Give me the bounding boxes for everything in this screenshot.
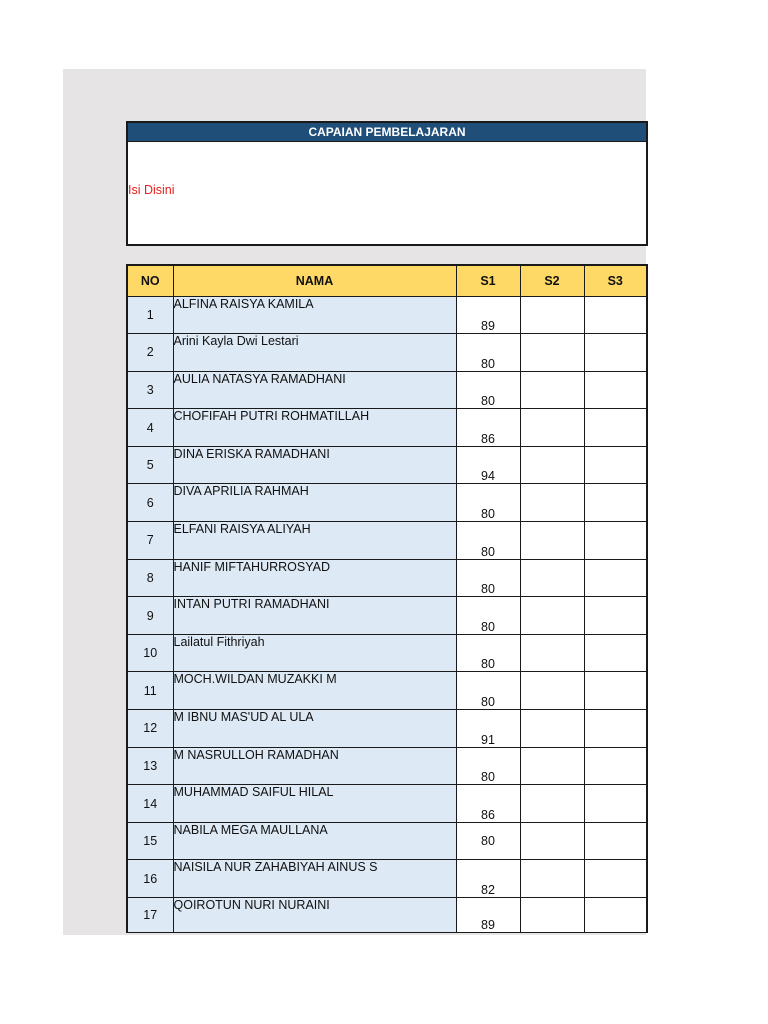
table-row: [127, 672, 647, 710]
cell-s1[interactable]: 80: [456, 371, 520, 409]
cell-no[interactable]: 4: [127, 409, 173, 447]
cell-s3[interactable]: [584, 785, 647, 823]
cell-s3[interactable]: [584, 559, 647, 597]
cell-nama[interactable]: DIVA APRILIA RAHMAH: [173, 484, 456, 522]
cell-nama[interactable]: CHOFIFAH PUTRI ROHMATILLAH: [173, 409, 456, 447]
cell-nama[interactable]: MOCH.WILDAN MUZAKKI M: [173, 672, 456, 710]
table-row: [127, 371, 647, 409]
cell-s2[interactable]: [520, 785, 584, 823]
cell-s1[interactable]: 89: [456, 296, 520, 334]
cell-nama[interactable]: AULIA NATASYA RAMADHANI: [173, 371, 456, 409]
cell-s3[interactable]: [584, 710, 647, 748]
cell-s2[interactable]: [520, 484, 584, 522]
cell-nama[interactable]: M IBNU MAS'UD AL ULA: [173, 710, 456, 748]
cell-s1[interactable]: 80: [456, 484, 520, 522]
header-nama: NAMA: [173, 265, 456, 296]
cell-s2[interactable]: [520, 296, 584, 334]
cell-s3[interactable]: [584, 296, 647, 334]
cell-nama[interactable]: NABILA MEGA MAULLANA: [173, 822, 456, 860]
cell-s1[interactable]: 80: [456, 634, 520, 672]
cell-s1[interactable]: 89: [456, 898, 520, 933]
capaian-placeholder-text: Isi Disini: [128, 183, 175, 197]
cell-no[interactable]: 16: [127, 860, 173, 898]
table-row: [127, 334, 647, 372]
cell-no[interactable]: 13: [127, 747, 173, 785]
capaian-content-cell[interactable]: [128, 142, 646, 245]
cell-s3[interactable]: [584, 597, 647, 635]
capaian-title: CAPAIAN PEMBELAJARAN: [128, 123, 646, 142]
cell-s3[interactable]: [584, 522, 647, 560]
table-row: [127, 747, 647, 785]
header-s3: S3: [584, 265, 647, 296]
cell-s1[interactable]: 86: [456, 409, 520, 447]
cell-s3[interactable]: [584, 371, 647, 409]
table-row: [127, 710, 647, 748]
cell-s3[interactable]: [584, 446, 647, 484]
cell-no[interactable]: 5: [127, 446, 173, 484]
cell-s1[interactable]: 80: [456, 334, 520, 372]
cell-nama[interactable]: DINA ERISKA RAMADHANI: [173, 446, 456, 484]
cell-no[interactable]: 14: [127, 785, 173, 823]
table-row: [127, 409, 647, 447]
cell-s1[interactable]: 80: [456, 597, 520, 635]
cell-nama[interactable]: ALFINA RAISYA KAMILA: [173, 296, 456, 334]
cell-s2[interactable]: [520, 409, 584, 447]
cell-s2[interactable]: [520, 898, 584, 933]
table-header-row: [127, 265, 647, 296]
cell-s2[interactable]: [520, 710, 584, 748]
cell-s2[interactable]: [520, 522, 584, 560]
cell-nama[interactable]: INTAN PUTRI RAMADHANI: [173, 597, 456, 635]
cell-s2[interactable]: [520, 822, 584, 860]
table-row: [127, 860, 647, 898]
cell-s3[interactable]: [584, 822, 647, 860]
table-row: [127, 559, 647, 597]
cell-no[interactable]: 1: [127, 296, 173, 334]
cell-no[interactable]: 10: [127, 634, 173, 672]
capaian-pembelajaran-box: [126, 121, 648, 246]
cell-no[interactable]: 6: [127, 484, 173, 522]
table-row: [127, 822, 647, 860]
cell-nama[interactable]: NAISILA NUR ZAHABIYAH AINUS S: [173, 860, 456, 898]
cell-s1[interactable]: 80: [456, 747, 520, 785]
cell-no[interactable]: 8: [127, 559, 173, 597]
cell-s1[interactable]: 91: [456, 710, 520, 748]
cell-s2[interactable]: [520, 747, 584, 785]
table-row: [127, 898, 647, 933]
cell-no[interactable]: 2: [127, 334, 173, 372]
cell-s3[interactable]: [584, 334, 647, 372]
cell-no[interactable]: 11: [127, 672, 173, 710]
cell-s3[interactable]: [584, 860, 647, 898]
grade-table-body: [127, 296, 647, 933]
cell-s1[interactable]: 80: [456, 822, 520, 860]
cell-s2[interactable]: [520, 371, 584, 409]
table-row: [127, 522, 647, 560]
cell-s2[interactable]: [520, 597, 584, 635]
cell-s2[interactable]: [520, 559, 584, 597]
cell-s3[interactable]: [584, 747, 647, 785]
table-row: [127, 634, 647, 672]
table-row: [127, 484, 647, 522]
header-s1: S1: [456, 265, 520, 296]
cell-no[interactable]: 17: [127, 898, 173, 933]
cell-s1[interactable]: 94: [456, 446, 520, 484]
cell-no[interactable]: 12: [127, 710, 173, 748]
grade-table: [126, 264, 648, 933]
cell-s2[interactable]: [520, 860, 584, 898]
cell-s3[interactable]: [584, 634, 647, 672]
cell-s3[interactable]: [584, 409, 647, 447]
cell-s2[interactable]: [520, 672, 584, 710]
table-row: [127, 296, 647, 334]
table-row: [127, 446, 647, 484]
cell-nama[interactable]: M NASRULLOH RAMADHAN: [173, 747, 456, 785]
cell-no[interactable]: 3: [127, 371, 173, 409]
header-no: NO: [127, 265, 173, 296]
cell-s2[interactable]: [520, 446, 584, 484]
table-row: [127, 597, 647, 635]
cell-s3[interactable]: [584, 898, 647, 933]
cell-no[interactable]: 9: [127, 597, 173, 635]
table-row: [127, 785, 647, 823]
cell-no[interactable]: 7: [127, 522, 173, 560]
cell-s1[interactable]: 80: [456, 522, 520, 560]
cell-s1[interactable]: 82: [456, 860, 520, 898]
cell-nama[interactable]: Lailatul Fithriyah: [173, 634, 456, 672]
cell-nama[interactable]: ELFANI RAISYA ALIYAH: [173, 522, 456, 560]
cell-s3[interactable]: [584, 484, 647, 522]
cell-s1[interactable]: 86: [456, 785, 520, 823]
header-s2: S2: [520, 265, 584, 296]
cell-s2[interactable]: [520, 634, 584, 672]
cell-no[interactable]: 15: [127, 822, 173, 860]
cell-nama[interactable]: HANIF MIFTAHURROSYAD: [173, 559, 456, 597]
cell-s3[interactable]: [584, 672, 647, 710]
cell-nama[interactable]: QOIROTUN NURI NURAINI: [173, 898, 456, 933]
cell-nama[interactable]: MUHAMMAD SAIFUL HILAL: [173, 785, 456, 823]
cell-s1[interactable]: 80: [456, 559, 520, 597]
cell-s1[interactable]: 80: [456, 672, 520, 710]
cell-s2[interactable]: [520, 334, 584, 372]
cell-nama[interactable]: Arini Kayla Dwi Lestari: [173, 334, 456, 372]
